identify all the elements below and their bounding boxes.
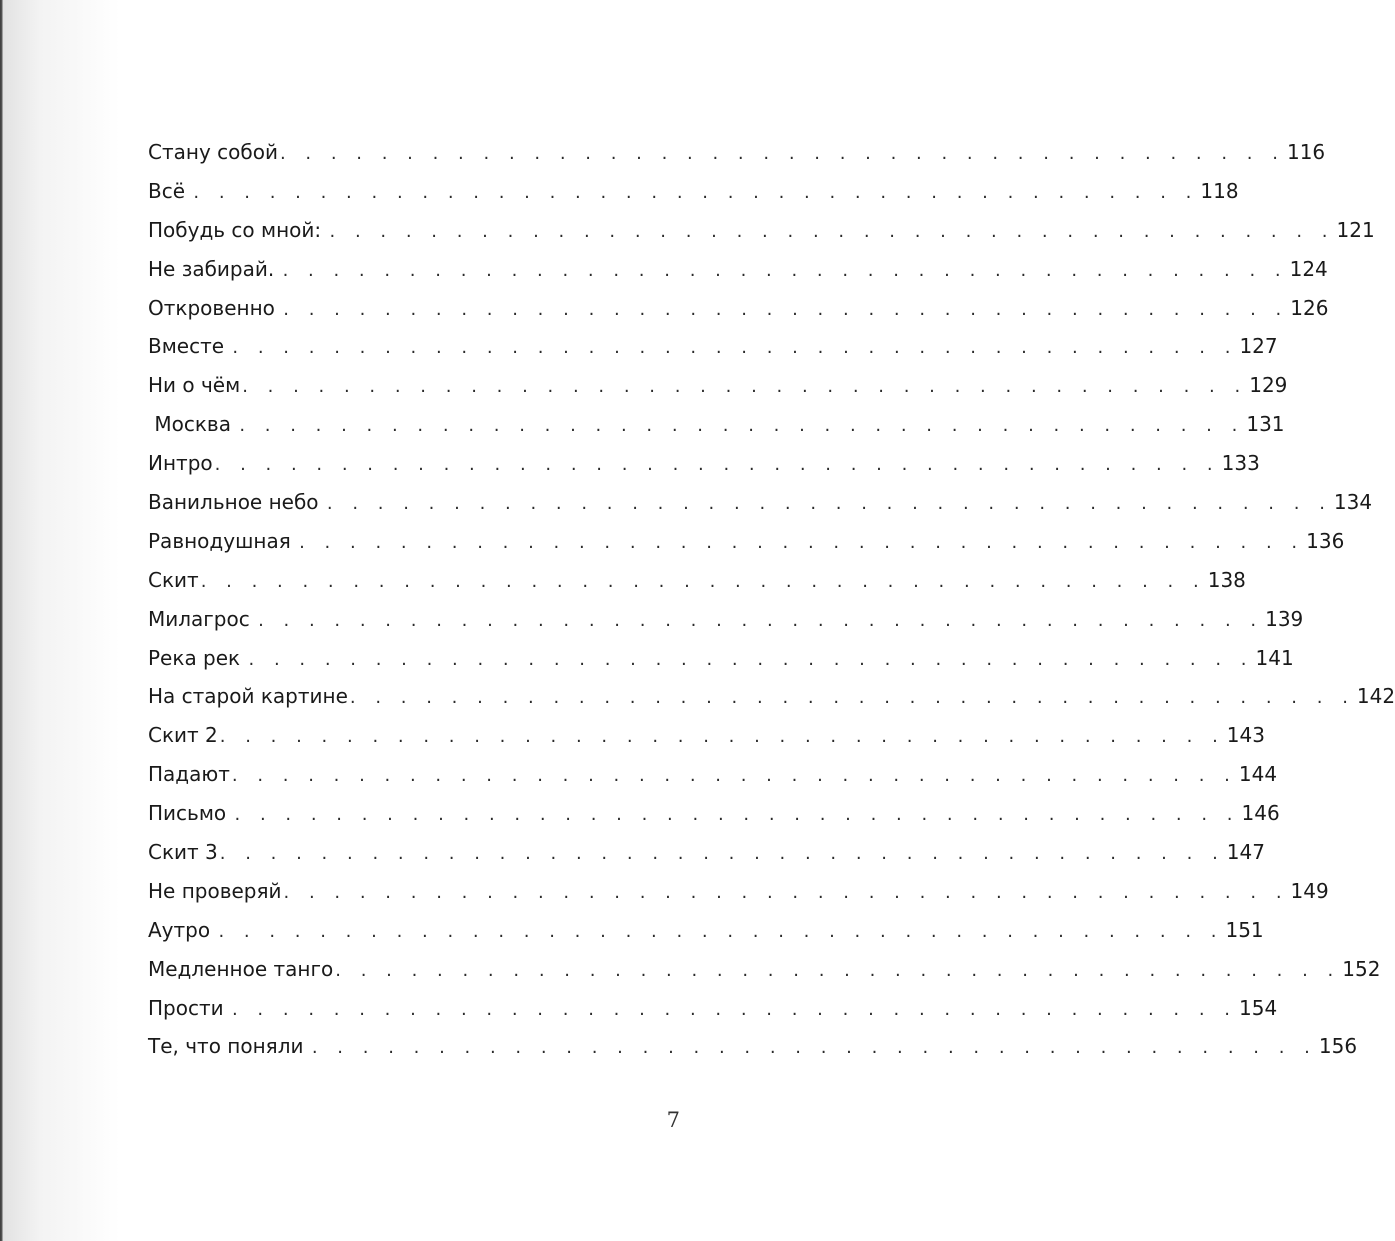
toc-entry-page: 143 (1226, 723, 1265, 748)
toc-entry-page: 131 (1246, 412, 1285, 437)
toc-entry-page: 152 (1342, 956, 1381, 981)
toc-entry-title: Побудь со мной: (148, 217, 328, 242)
toc-entry-title: Милагрос (148, 606, 257, 631)
toc-entry-title: Вместе (148, 334, 231, 359)
toc-entry-leader: . . . . . . . . . . . . . . . . . . . . . . . . . . . . . . . . . . . . . . . . (283, 881, 1289, 903)
toc-entry-leader: . . . . . . . . . . . . . . . . . . . . . . . . . . . . . . . . . . . . . . . . (329, 220, 1335, 242)
toc-entry-leader: . . . . . . . . . . . . . . . . . . . . . . . . . . . . . . . . . . . . . . . . (349, 687, 1355, 709)
toc-entry-title: Не проверяй (148, 878, 282, 903)
toc-entry-leader: . . . . . . . . . . . . . . . . . . . . . . . . . . . . . . . . . . . . . . . . (231, 998, 1237, 1020)
toc-entry-page: 129 (1249, 373, 1288, 398)
toc-entry-title: Ванильное небо (148, 490, 325, 515)
toc-entry-leader: . . . . . . . . . . . . . . . . . . . . . . . . . . . . . . . . . . . . . . . . (299, 531, 1305, 553)
toc-entry-leader: . . . . . . . . . . . . . . . . . . . . . . . . . . . . . . . . . . . . . . . . (218, 920, 1224, 942)
toc-entry-leader: . . . . . . . . . . . . . . . . . . . . . . . . . . . . . . . . . . . . . . . . (231, 765, 1237, 787)
toc-entry-leader: . . . . . . . . . . . . . . . . . . . . . . . . . . . . . . . . . . . . . . . . (234, 804, 1240, 826)
toc-entry-title: Скит 2 (148, 723, 218, 748)
toc-entry (148, 878, 1329, 918)
toc-entry-page: 127 (1239, 334, 1278, 359)
toc-entry-leader: . . . . . . . . . . . . . . . . . . . . . . . . . . . . . . . . . . . . . . . . (282, 259, 1288, 281)
toc-entry-page: 138 (1207, 567, 1246, 592)
toc-entry-title: Прости (148, 995, 230, 1020)
toc-entry-page: 141 (1255, 645, 1294, 670)
toc-entry (148, 995, 1278, 1035)
toc-entry-leader: . . . . . . . . . . . . . . . . . . . . . . . . . . . . . . . . . . . . . . . . (248, 648, 1254, 670)
toc-entry-page: 118 (1200, 178, 1239, 203)
toc-entry (148, 140, 1326, 179)
toc-entry-title: Равнодушная (148, 528, 298, 553)
toc-entry (148, 645, 1294, 685)
toc-entry-title: Те, что поняли (148, 1034, 310, 1059)
toc-entry (148, 1034, 1358, 1073)
toc-entry-title: Москва (148, 412, 238, 437)
toc-entry-leader: . . . . . . . . . . . . . . . . . . . . . . . . . . . . . . . . . . . . . . . . (311, 1037, 1317, 1059)
toc-entry-page: 154 (1239, 995, 1278, 1020)
toc-entry-leader: . . . . . . . . . . . . . . . . . . . . . . . . . . . . . . . . . . . . . . . . (279, 143, 1285, 164)
toc-entry-page: 136 (1306, 528, 1345, 553)
toc-entry-page: 149 (1290, 878, 1329, 903)
toc-entry-page: 146 (1241, 801, 1280, 826)
toc-entry (148, 917, 1264, 957)
toc-entry-title: Скит (148, 567, 199, 592)
toc-entry-leader: . . . . . . . . . . . . . . . . . . . . . . . . . . . . . . . . . . . . . . . . (219, 726, 1225, 748)
toc-entry (148, 956, 1381, 996)
toc-entry-page: 147 (1226, 840, 1265, 865)
toc-entry-title: Аутро (148, 917, 217, 942)
toc-entry-title: Падают (148, 762, 230, 787)
toc-entry-page: 126 (1290, 295, 1329, 320)
toc-entry-leader: . . . . . . . . . . . . . . . . . . . . . . . . . . . . . . . . . . . . . . . . (193, 181, 1199, 203)
toc-entry (148, 840, 1265, 879)
toc-entry-leader: . . . . . . . . . . . . . . . . . . . . . . . . . . . . . . . . . . . . . . . . (242, 376, 1248, 398)
toc-entry-title: Письмо (148, 801, 233, 826)
toc-entry (148, 490, 1373, 529)
toc-entry-title: Скит 3 (148, 840, 218, 865)
toc-entry-page: 142 (1356, 684, 1395, 709)
toc-entry-page: 116 (1286, 140, 1326, 164)
toc-entry-leader: . . . . . . . . . . . . . . . . . . . . . . . . . . . . . . . . . . . . . . . . (335, 959, 1341, 981)
toc-entry (148, 451, 1260, 490)
toc-entry-leader: . . . . . . . . . . . . . . . . . . . . . . . . . . . . . . . . . . . . . . . . (214, 454, 1220, 476)
toc-entry-leader: . . . . . . . . . . . . . . . . . . . . . . . . . . . . . . . . . . . . . . . . (326, 493, 1332, 515)
toc-entry-leader: . . . . . . . . . . . . . . . . . . . . . . . . . . . . . . . . . . . . . . . . (200, 570, 1206, 592)
toc-entry (148, 606, 1304, 646)
toc-entry-title: Ни о чём (148, 373, 241, 398)
toc-entry-page: 133 (1221, 451, 1260, 476)
toc-entry-page: 134 (1333, 490, 1373, 515)
toc-entry-title: Всё (148, 178, 192, 203)
toc-entry-leader: . . . . . . . . . . . . . . . . . . . . . . . . . . . . . . . . . . . . . . . . (283, 298, 1289, 320)
toc-entry-leader: . . . . . . . . . . . . . . . . . . . . . . . . . . . . . . . . . . . . . . . . (232, 337, 1238, 359)
toc-entry (148, 256, 1328, 296)
toc-entry-title: Откровенно (148, 295, 282, 320)
toc-entry-title: Река рек (148, 645, 247, 670)
toc-entry-title: Не забирай. (148, 256, 281, 281)
toc-entry (148, 801, 1280, 840)
toc-entry (148, 295, 1329, 335)
table-of-contents (148, 140, 1395, 1073)
toc-entry-title: Стану собой (148, 140, 278, 164)
toc-entry (148, 412, 1285, 451)
toc-entry (148, 178, 1239, 218)
toc-entry (148, 373, 1288, 412)
toc-entry (148, 684, 1395, 723)
toc-entry (148, 334, 1278, 373)
toc-entry-leader: . . . . . . . . . . . . . . . . . . . . . . . . . . . . . . . . . . . . . . . . (219, 843, 1225, 865)
toc-entry (148, 217, 1375, 257)
toc-entry (148, 567, 1246, 607)
toc-entry-title: Интро (148, 451, 213, 476)
toc-entry-title: На старой картине (148, 684, 348, 709)
toc-entry-page: 156 (1318, 1034, 1358, 1059)
toc-entry-title: Медленное танго (148, 956, 334, 981)
page-number: 7 (666, 1108, 680, 1132)
toc-entry-leader: . . . . . . . . . . . . . . . . . . . . . . . . . . . . . . . . . . . . . . . . (239, 415, 1245, 437)
toc-entry (148, 762, 1278, 801)
toc-entry-page: 144 (1238, 762, 1278, 787)
toc-entry (148, 528, 1345, 568)
toc-entry (148, 723, 1265, 762)
toc-entry-leader: . . . . . . . . . . . . . . . . . . . . . . . . . . . . . . . . . . . . . . . . (258, 609, 1264, 631)
toc-entry-page: 151 (1225, 917, 1264, 942)
toc-entry-page: 124 (1289, 256, 1328, 281)
toc-entry-page: 121 (1336, 217, 1375, 242)
toc-entry-page: 139 (1265, 606, 1304, 631)
